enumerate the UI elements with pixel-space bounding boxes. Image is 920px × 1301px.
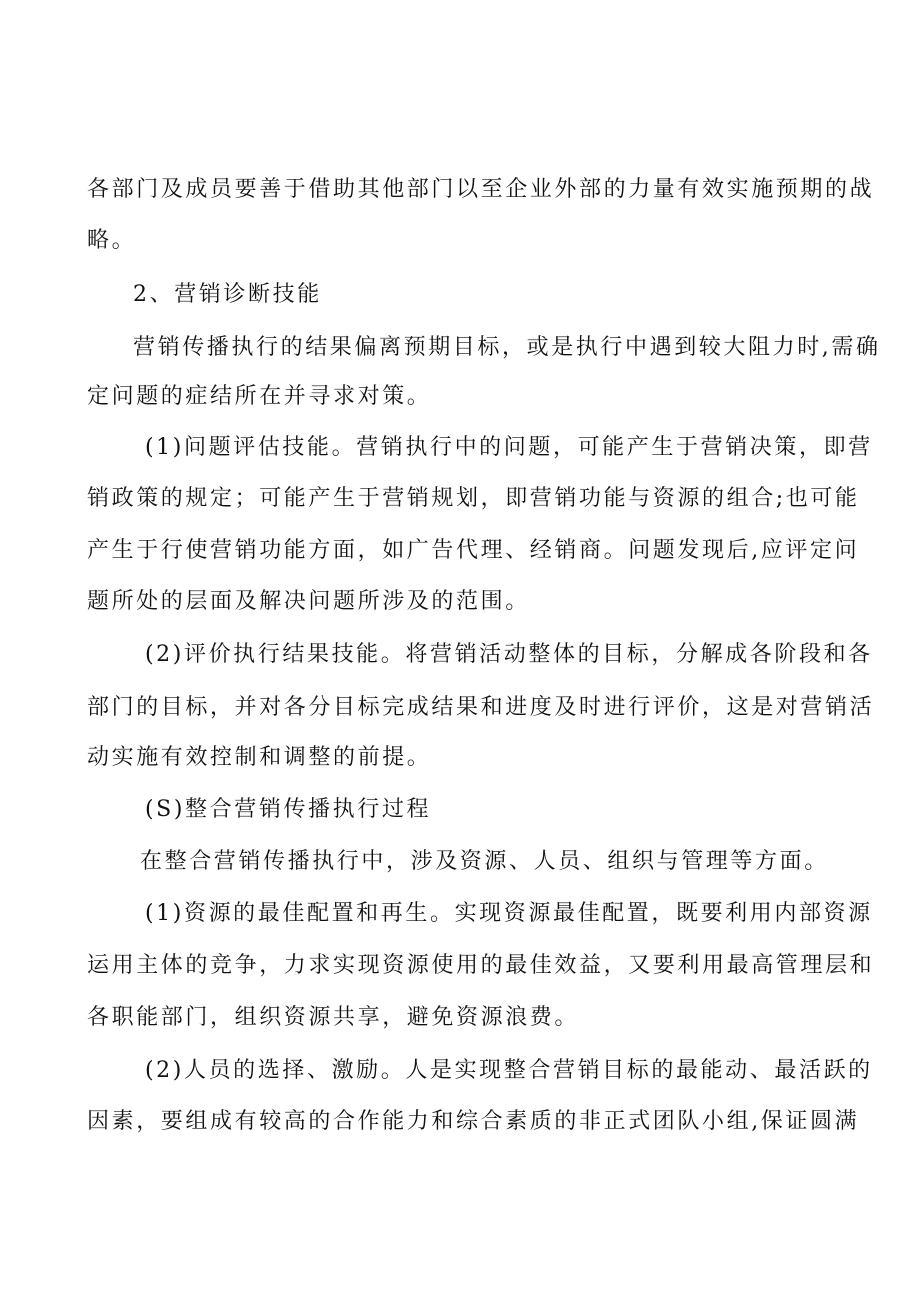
text-line: 营销传播执行的结果偏离预期目标，或是执行中遇到较大阻力时,需确 — [133, 335, 881, 360]
section-heading: 2、营销诊断技能 — [133, 282, 322, 307]
text-line: 因素，要组成有较高的合作能力和综合素质的非正式团队小组,保证圆满 — [87, 1109, 860, 1134]
text-line: 产生于行使营销功能方面，如广告代理、经销商。问题发现后,应评定问 — [87, 538, 860, 563]
text-line: 动实施有效控制和调整的前提。 — [87, 745, 432, 770]
text-line: (1)资源的最佳配置和再生。实现资源最佳配置，既要利用内部资源 — [145, 901, 873, 926]
text-line: 部门的目标，并对各分目标完成结果和进度及时进行评价，这是对营销活 — [87, 695, 875, 720]
text-line: 定问题的症结所在并寻求对策。 — [87, 384, 432, 409]
text-line: 在整合营销传播执行中，涉及资源、人员、组织与管理等方面。 — [140, 849, 829, 874]
text-line: (2)人员的选择、激励。人是实现整合营销目标的最能动、最活跃的 — [145, 1058, 873, 1083]
text-line: 销政策的规定；可能产生于营销规划，即营销功能与资源的组合;也可能 — [87, 486, 860, 511]
text-line: (1)问题评估技能。营销执行中的问题，可能产生于营销决策，即营 — [145, 435, 873, 460]
text-line: 各部门及成员要善于借助其他部门以至企业外部的力量有效实施预期的战 — [87, 177, 875, 202]
text-line: (2)评价执行结果技能。将营销活动整体的目标，分解成各阶段和各 — [145, 642, 873, 667]
text-line: 略。 — [87, 228, 137, 253]
text-line: 运用主体的竞争，力求实现资源使用的最佳效益，又要利用最高管理层和 — [87, 953, 875, 978]
text-line: 各职能部门，组织资源共享，避免资源浪费。 — [87, 1005, 580, 1030]
section-heading: (S)整合营销传播执行过程 — [145, 797, 432, 822]
text-line: 题所处的层面及解决问题所涉及的范围。 — [87, 589, 530, 614]
